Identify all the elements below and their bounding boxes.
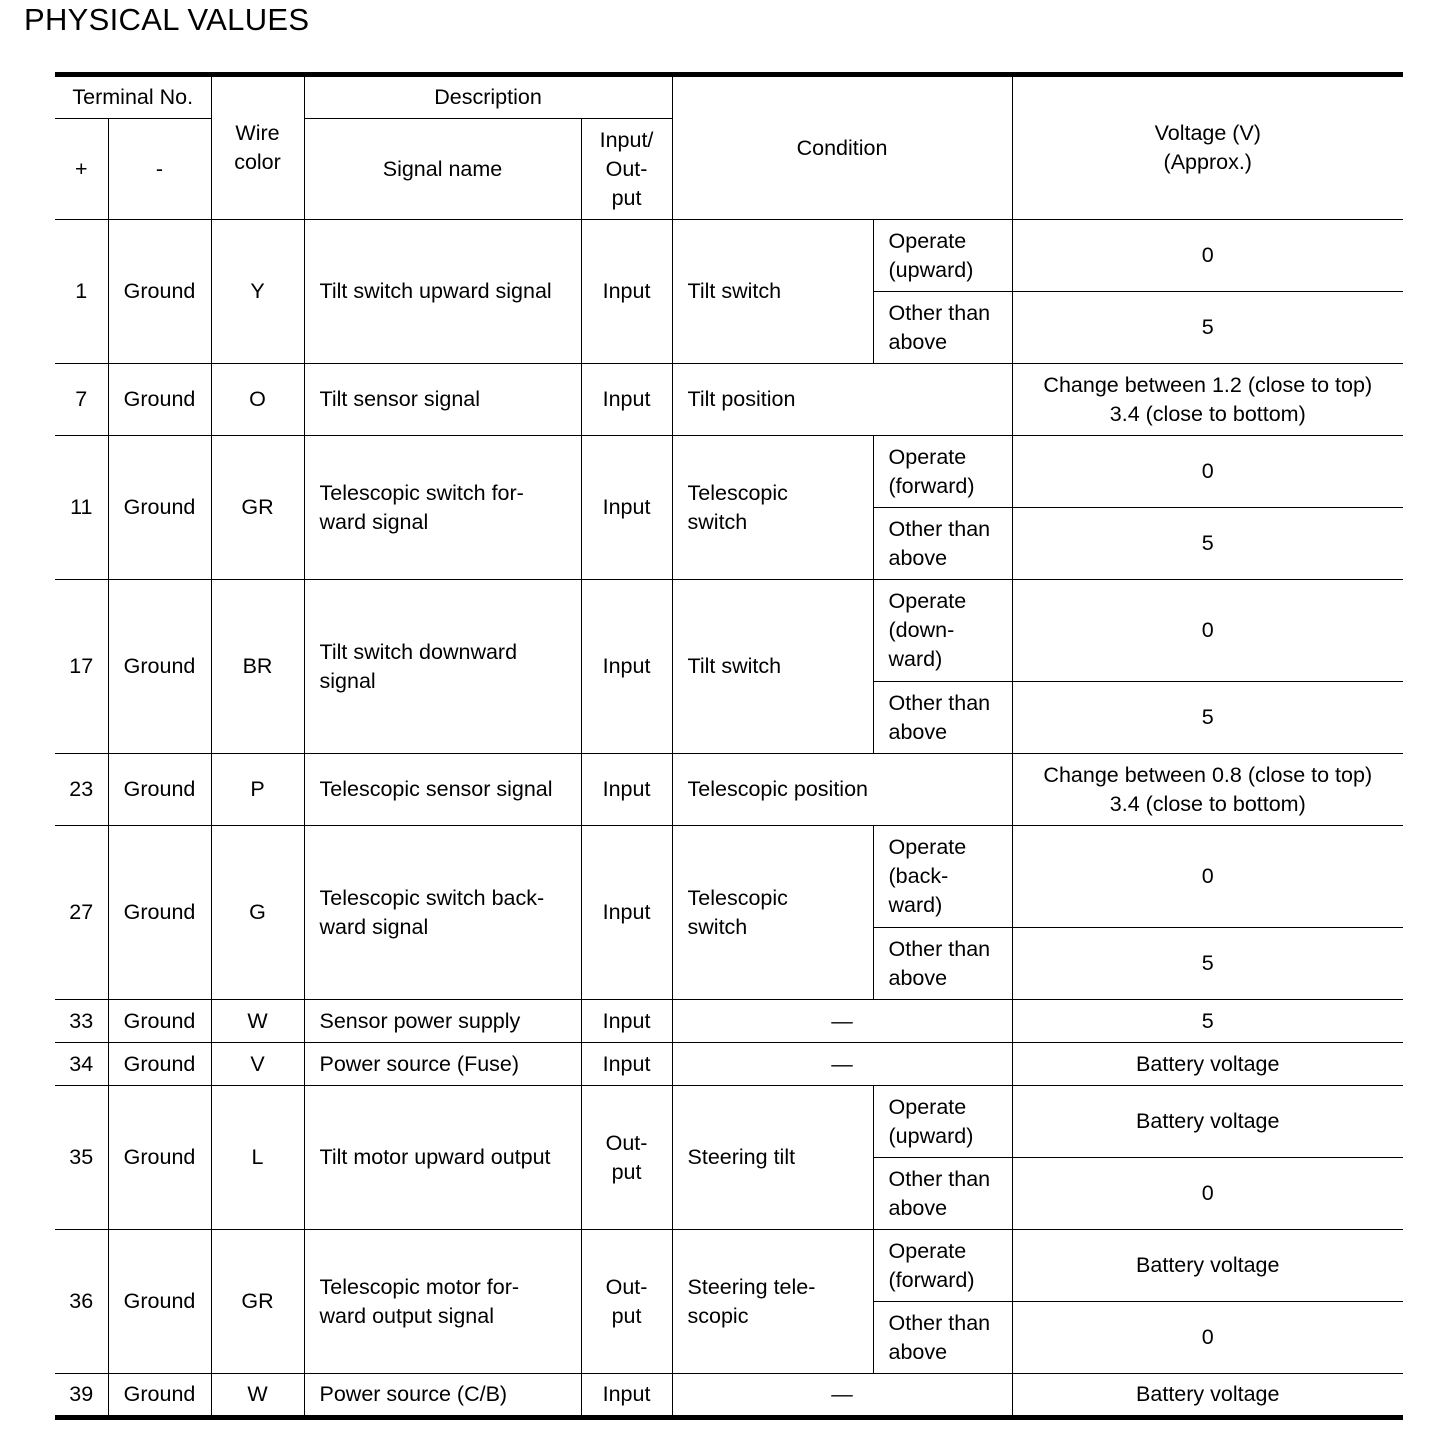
terminal-minus-cell: Ground (108, 220, 211, 364)
condition-cell: Tilt switch (672, 220, 873, 364)
voltage-cell: Change between 1.2 (close to top) 3.4 (close to bottom) (1012, 364, 1403, 436)
voltage-cell: Battery voltage (1012, 1043, 1403, 1086)
header-signal-name: Signal name (304, 119, 581, 220)
wire-color-cell: BR (211, 580, 304, 754)
terminal-minus-cell: Ground (108, 1086, 211, 1230)
signal-name-cell: Tilt switch upward signal (304, 220, 581, 364)
input-output-cell: Input (581, 436, 672, 580)
header-plus: + (55, 119, 108, 220)
voltage-cell: 0 (1012, 1158, 1403, 1230)
input-output-cell: Input (581, 1043, 672, 1086)
header-voltage: Voltage (V) (Approx.) (1012, 75, 1403, 220)
signal-name-cell: Telescopic switch back- ward signal (304, 826, 581, 1000)
condition-cell: Telescopic position (672, 754, 1012, 826)
terminal-plus-cell: 7 (55, 364, 108, 436)
input-output-cell: Input (581, 364, 672, 436)
input-output-cell: Out- put (581, 1230, 672, 1374)
header-condition: Condition (672, 75, 1012, 220)
terminal-minus-cell: Ground (108, 1374, 211, 1418)
terminal-minus-cell: Ground (108, 1000, 211, 1043)
header-terminal-no: Terminal No. (55, 75, 211, 119)
terminal-minus-cell: Ground (108, 826, 211, 1000)
terminal-plus-cell: 39 (55, 1374, 108, 1418)
terminal-minus-cell: Ground (108, 1043, 211, 1086)
terminal-minus-cell: Ground (108, 436, 211, 580)
table-row (55, 1230, 1403, 1302)
condition-cell: — (672, 1043, 1012, 1086)
table-row (55, 1374, 1403, 1418)
terminal-minus-cell: Ground (108, 1230, 211, 1374)
wire-color-cell: GR (211, 1230, 304, 1374)
page-title: PHYSICAL VALUES (24, 2, 310, 37)
table-row (55, 364, 1403, 436)
input-output-cell: Input (581, 754, 672, 826)
condition-cell: Steering tele- scopic (672, 1230, 873, 1374)
condition-state-cell: Other than above (873, 1158, 1012, 1230)
wire-color-cell: P (211, 754, 304, 826)
table-row (55, 754, 1403, 826)
terminal-plus-cell: 34 (55, 1043, 108, 1086)
condition-state-cell: Operate (forward) (873, 436, 1012, 508)
table-row (55, 1086, 1403, 1158)
condition-cell: Tilt switch (672, 580, 873, 754)
condition-state-cell: Operate (upward) (873, 1086, 1012, 1158)
header-description: Description (304, 75, 672, 119)
wire-color-cell: O (211, 364, 304, 436)
condition-state-cell: Operate (forward) (873, 1230, 1012, 1302)
voltage-cell: 0 (1012, 220, 1403, 292)
signal-name-cell: Telescopic switch for- ward signal (304, 436, 581, 580)
input-output-cell: Input (581, 826, 672, 1000)
voltage-cell: 0 (1012, 1302, 1403, 1374)
wire-color-cell: G (211, 826, 304, 1000)
header-minus: - (108, 119, 211, 220)
terminal-plus-cell: 17 (55, 580, 108, 754)
signal-name-cell: Tilt switch downward signal (304, 580, 581, 754)
wire-color-cell: GR (211, 436, 304, 580)
voltage-cell: 5 (1012, 508, 1403, 580)
table-body (55, 220, 1403, 1418)
condition-state-cell: Other than above (873, 292, 1012, 364)
signal-name-cell: Power source (Fuse) (304, 1043, 581, 1086)
terminal-plus-cell: 23 (55, 754, 108, 826)
table-row (55, 1043, 1403, 1086)
voltage-cell: Battery voltage (1012, 1374, 1403, 1418)
wire-color-cell: Y (211, 220, 304, 364)
condition-state-cell: Other than above (873, 508, 1012, 580)
condition-cell: Telescopic switch (672, 826, 873, 1000)
physical-values-table (55, 72, 1403, 1420)
signal-name-cell: Sensor power supply (304, 1000, 581, 1043)
voltage-cell: 0 (1012, 580, 1403, 682)
voltage-cell: 0 (1012, 826, 1403, 928)
condition-cell: Telescopic switch (672, 436, 873, 580)
voltage-cell: 0 (1012, 436, 1403, 508)
wire-color-cell: L (211, 1086, 304, 1230)
condition-cell: — (672, 1000, 1012, 1043)
condition-cell: Tilt position (672, 364, 1012, 436)
table-row (55, 826, 1403, 928)
wire-color-cell: V (211, 1043, 304, 1086)
condition-state-cell: Operate (upward) (873, 220, 1012, 292)
terminal-minus-cell: Ground (108, 580, 211, 754)
terminal-minus-cell: Ground (108, 754, 211, 826)
voltage-cell: Battery voltage (1012, 1230, 1403, 1302)
condition-state-cell: Other than above (873, 1302, 1012, 1374)
terminal-plus-cell: 33 (55, 1000, 108, 1043)
header-wire-color: Wire color (211, 75, 304, 220)
input-output-cell: Input (581, 1374, 672, 1418)
table-header (55, 75, 1403, 220)
input-output-cell: Input (581, 580, 672, 754)
condition-state-cell: Other than above (873, 928, 1012, 1000)
voltage-cell: Change between 0.8 (close to top) 3.4 (close to bottom) (1012, 754, 1403, 826)
condition-state-cell: Operate (down- ward) (873, 580, 1012, 682)
voltage-cell: Battery voltage (1012, 1086, 1403, 1158)
terminal-plus-cell: 11 (55, 436, 108, 580)
condition-state-cell: Other than above (873, 682, 1012, 754)
condition-state-cell: Operate (back- ward) (873, 826, 1012, 928)
signal-name-cell: Power source (C/B) (304, 1374, 581, 1418)
voltage-cell: 5 (1012, 928, 1403, 1000)
table-row (55, 436, 1403, 508)
terminal-plus-cell: 36 (55, 1230, 108, 1374)
signal-name-cell: Tilt sensor signal (304, 364, 581, 436)
header-input-output: Input/ Out- put (581, 119, 672, 220)
voltage-cell: 5 (1012, 1000, 1403, 1043)
terminal-plus-cell: 1 (55, 220, 108, 364)
signal-name-cell: Tilt motor upward output (304, 1086, 581, 1230)
voltage-cell: 5 (1012, 292, 1403, 364)
wire-color-cell: W (211, 1374, 304, 1418)
table-row (55, 1000, 1403, 1043)
input-output-cell: Input (581, 1000, 672, 1043)
terminal-minus-cell: Ground (108, 364, 211, 436)
terminal-plus-cell: 27 (55, 826, 108, 1000)
input-output-cell: Input (581, 220, 672, 364)
table-row (55, 580, 1403, 682)
terminal-plus-cell: 35 (55, 1086, 108, 1230)
voltage-cell: 5 (1012, 682, 1403, 754)
signal-name-cell: Telescopic motor for- ward output signal (304, 1230, 581, 1374)
signal-name-cell: Telescopic sensor signal (304, 754, 581, 826)
wire-color-cell: W (211, 1000, 304, 1043)
condition-cell: — (672, 1374, 1012, 1418)
condition-cell: Steering tilt (672, 1086, 873, 1230)
table-row (55, 220, 1403, 292)
input-output-cell: Out- put (581, 1086, 672, 1230)
